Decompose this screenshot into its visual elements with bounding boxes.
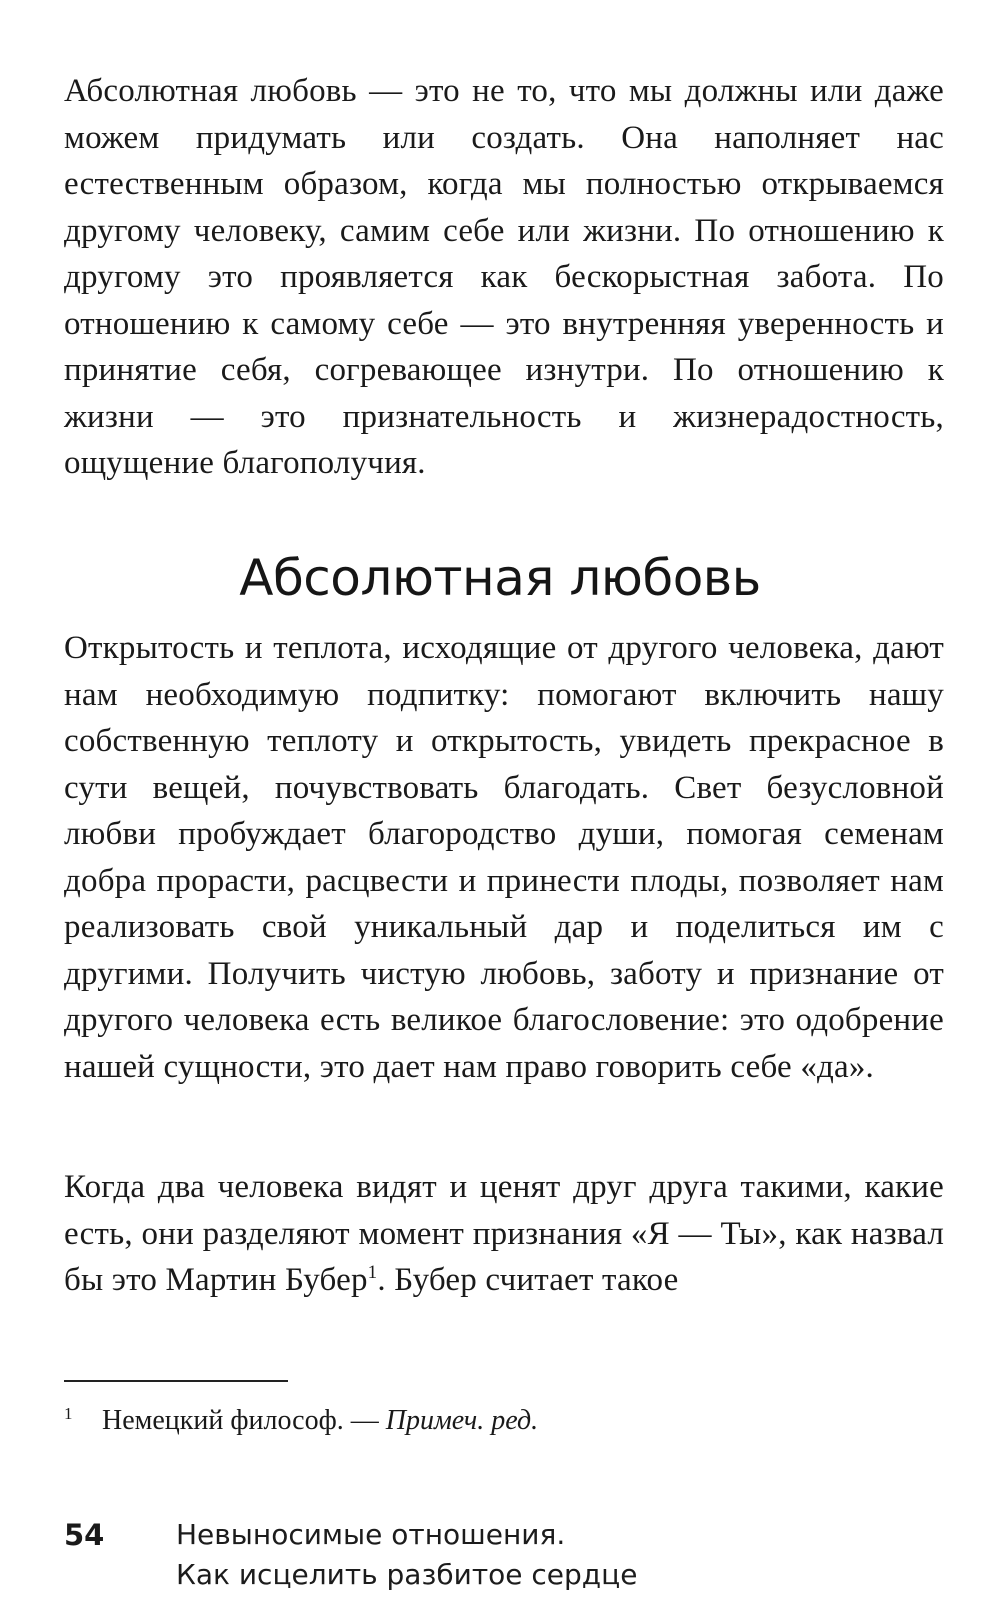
book-title-line-1: Невыносимые отношения. bbox=[176, 1518, 566, 1551]
footnote: 1 Немецкий философ. — Примеч. ред. bbox=[64, 1403, 539, 1436]
book-title-line-2: Как исцелить разбитое сердце bbox=[176, 1558, 638, 1591]
footnote-reference: 1 bbox=[367, 1262, 378, 1283]
paragraph-buber-text-end: . Бубер считает такое bbox=[377, 1262, 679, 1298]
paragraph-openness: Открытость и теплота, исходящие от другого человека, дают нам необходимую подпитку: помогают включить нашу собственную теплоту и открытость, увидеть прекрасное в сути вещей, почувствовать благодать. Свет безусловной любви пробуждает благородство души, помогая семенам добра прорасти, расцвести и принести плоды, позволяет нам реализовать свой уникальный дар и поделиться им с другими. Получить чистую любовь, заботу и признание от другого человека есть великое благословение: это одобрение нашей сущности, это дает нам право говорить себе «да». bbox=[64, 630, 944, 1085]
footnote-text: Немецкий философ. — bbox=[102, 1405, 386, 1436]
paragraph-intro: Абсолютная любовь — это не то, что мы должны или даже можем придумать или создать. Она наполняет нас естественным образом, когда мы полностью открываемся другому человеку, самим себе или жизни. По отношению к другому это проявляется как бескорыстная забота. По отношению к самому себе — это внутренняя уверенность и принятие себя, согревающее изнутри. По отношению к жизни — это признательность и жизнерадостность, ощущение благополучия. bbox=[64, 73, 944, 481]
footnote-editor-note: Примеч. ред. bbox=[385, 1405, 539, 1436]
section-heading: Абсолютная любовь bbox=[239, 549, 761, 607]
footnote-divider bbox=[64, 1380, 288, 1382]
paragraph-buber-text: Когда два человека видят и ценят друг друга такими, какие есть, они разделяют момент признания «Я — Ты», как назвал бы это Мартин Бубер bbox=[64, 1169, 944, 1298]
page-number: 54 bbox=[64, 1518, 105, 1552]
book-title bbox=[176, 1515, 637, 1595]
paragraph-buber bbox=[64, 1164, 944, 1304]
